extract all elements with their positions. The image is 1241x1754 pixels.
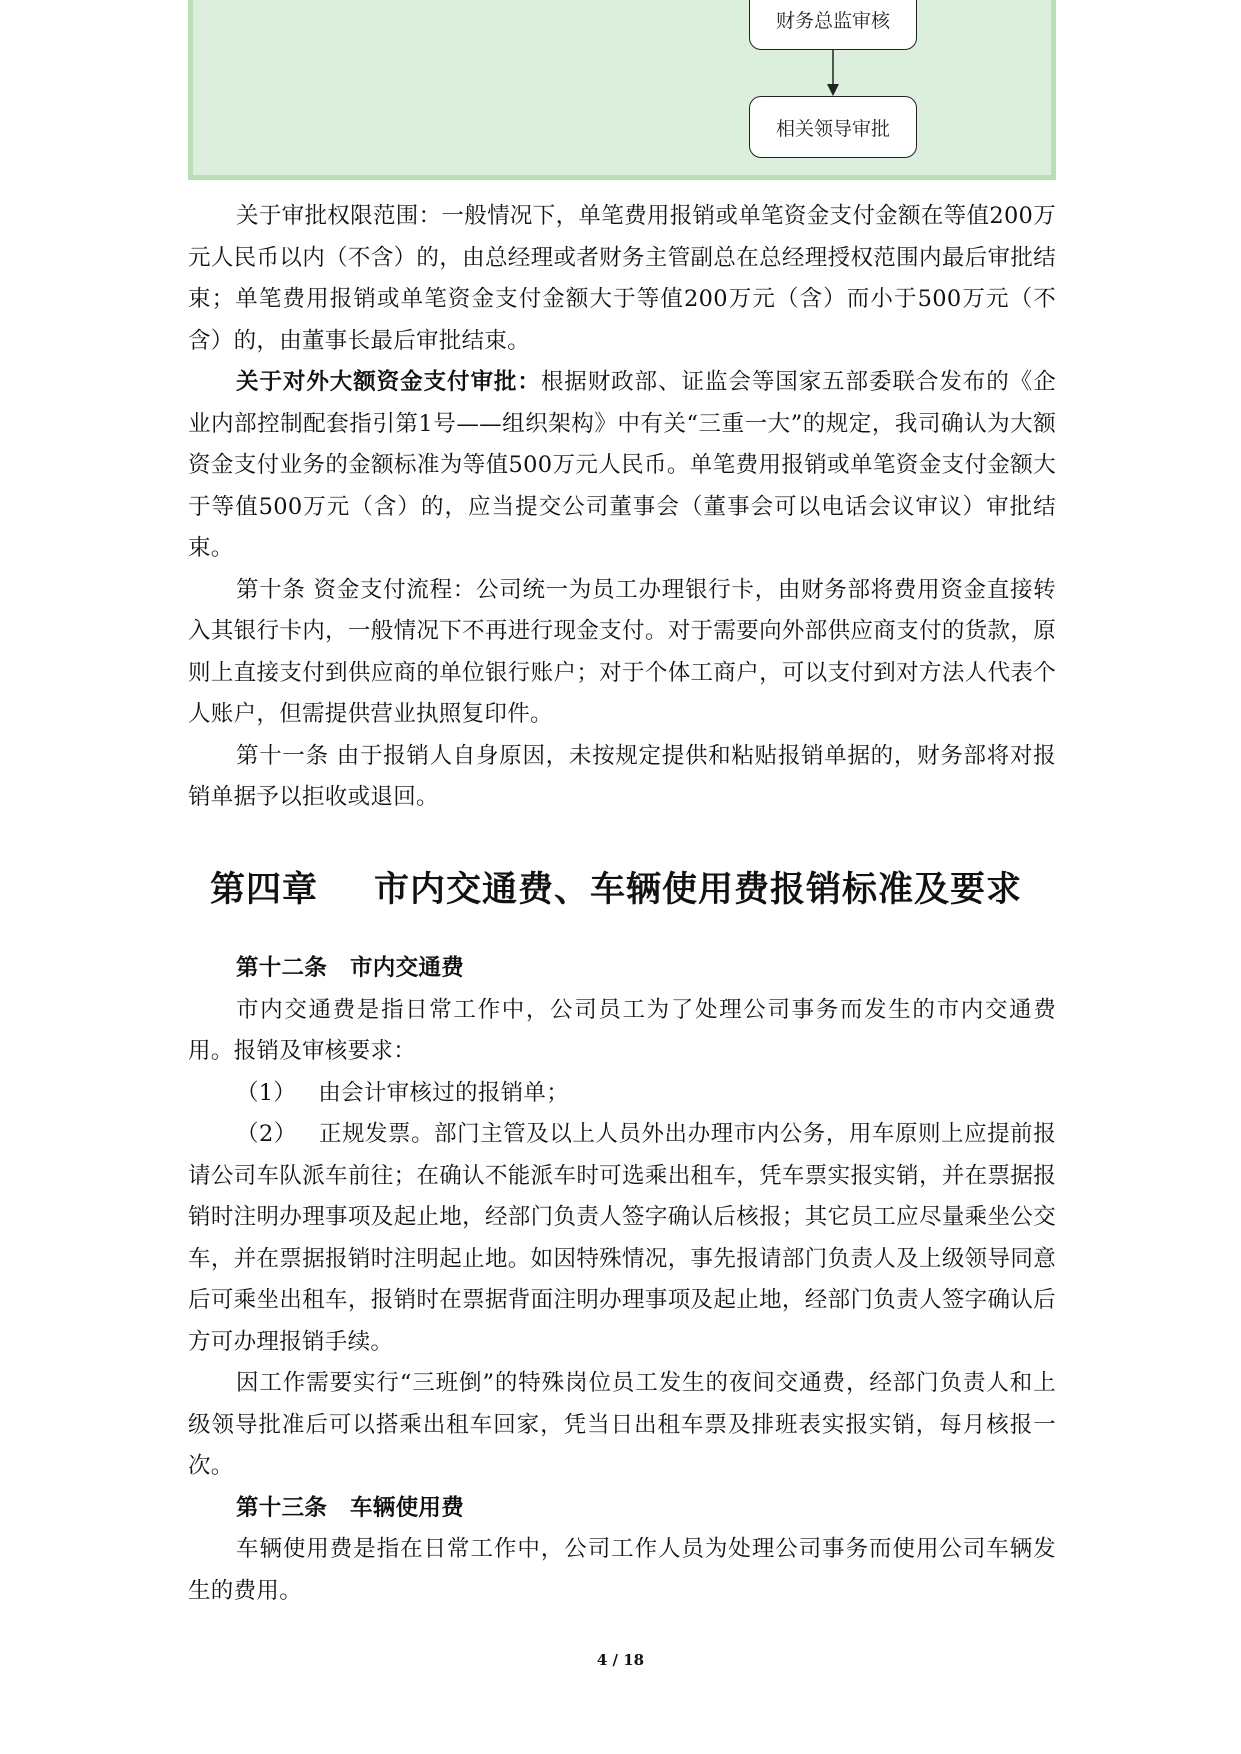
flowchart-arrow	[193, 0, 1061, 180]
chapter-heading	[210, 862, 1022, 912]
chapter-title: 市内交通费、车辆使用费报销标准及要求	[374, 870, 1023, 910]
flow-node-cfo-review: 财务总监审核	[749, 0, 917, 50]
article-12-heading: 第十二条 市内交通费	[236, 955, 465, 981]
item-1-text: 由会计审核过的报销单；	[318, 1079, 570, 1106]
page-number: 4 / 18	[596, 1651, 645, 1669]
large-payment-paragraph	[188, 362, 1056, 570]
item-1-number: （1）	[236, 1079, 297, 1106]
article-11-paragraph: 第十一条 由于报销人自身原因，未按规定提供和粘贴报销单据的，财务部将对报销单据予以拒收或退回。	[188, 742, 1056, 810]
section1-text	[188, 196, 1056, 819]
large-payment-body: 根据财政部、证监会等国家五部委联合发布的《企业内部控制配套指引第1号——组织架构》中有关“三重一大”的规定，我司确认为大额资金支付业务的金额标准为等值500万元人民币。单笔费用报销或单笔资金支付金额大于等值500万元（含）的，应当提交公司董事会（董事会可以电话会议审议）审批结束。	[188, 369, 1056, 561]
flowchart-box	[188, 0, 1056, 180]
item-2-number: （2）	[236, 1121, 297, 1147]
article-12-intro: 市内交通费是指日常工作中，公司员工为了处理公司事务而发生的市内交通费用。报销及审核要求：	[188, 996, 1056, 1064]
requirement-item-2	[188, 1114, 1056, 1363]
item-2-text: 正规发票。部门主管及以上人员外出办理市内公务，用车原则上应提前报请公司车队派车前往；在确认不能派车时可选乘出租车，凭车票实报实销，并在票据报销时注明办理事项及起止地，经部门负责人签字确认后核报；其它员工应尽量乘坐公交车，并在票据报销时注明起止地。如因特殊情况，事先报请部门负责人及上级领导同意后可乘坐出租车，报销时在票据背面注明办理事项及起止地，经部门负责人签字确认后方可办理报销手续。	[188, 1121, 1056, 1355]
article-13-intro: 车辆使用费是指在日常工作中，公司工作人员为处理公司事务而使用公司车辆发生的费用。	[188, 1536, 1056, 1604]
flow-node-leader-approval: 相关领导审批	[749, 96, 917, 158]
chapter-number: 第四章	[210, 870, 319, 910]
large-payment-heading: 关于对外大额资金支付审批：	[236, 369, 541, 395]
approval-scope-paragraph: 关于审批权限范围：一般情况下，单笔费用报销或单笔资金支付金额在等值200万元人民币以内（不含）的，由总经理或者财务主管副总在总经理授权范围内最后审批结束；单笔费用报销或单笔资金支付金额大于等值200万元（含）而小于500万元（不含）的，由董事长最后审批结束。	[188, 203, 1056, 354]
article-13-heading: 第十三条 车辆使用费	[236, 1494, 465, 1521]
night-shift-paragraph: 因工作需要实行“三班倒”的特殊岗位员工发生的夜间交通费，经部门负责人和上级领导批准后可以搭乘出租车回家，凭当日出租车票及排班表实报实销，每月核报一次。	[188, 1370, 1056, 1479]
requirement-item-1	[188, 1073, 1056, 1115]
article-10-paragraph: 第十条 资金支付流程：公司统一为员工办理银行卡，由财务部将费用资金直接转入其银行卡内，一般情况下不再进行现金支付。对于需要向外部供应商支付的货款，原则上直接支付到供应商的单位银行账户；对于个体工商户，可以支付到对方法人代表个人账户，但需提供营业执照复印件。	[188, 576, 1056, 727]
section2-text	[188, 948, 1056, 1612]
